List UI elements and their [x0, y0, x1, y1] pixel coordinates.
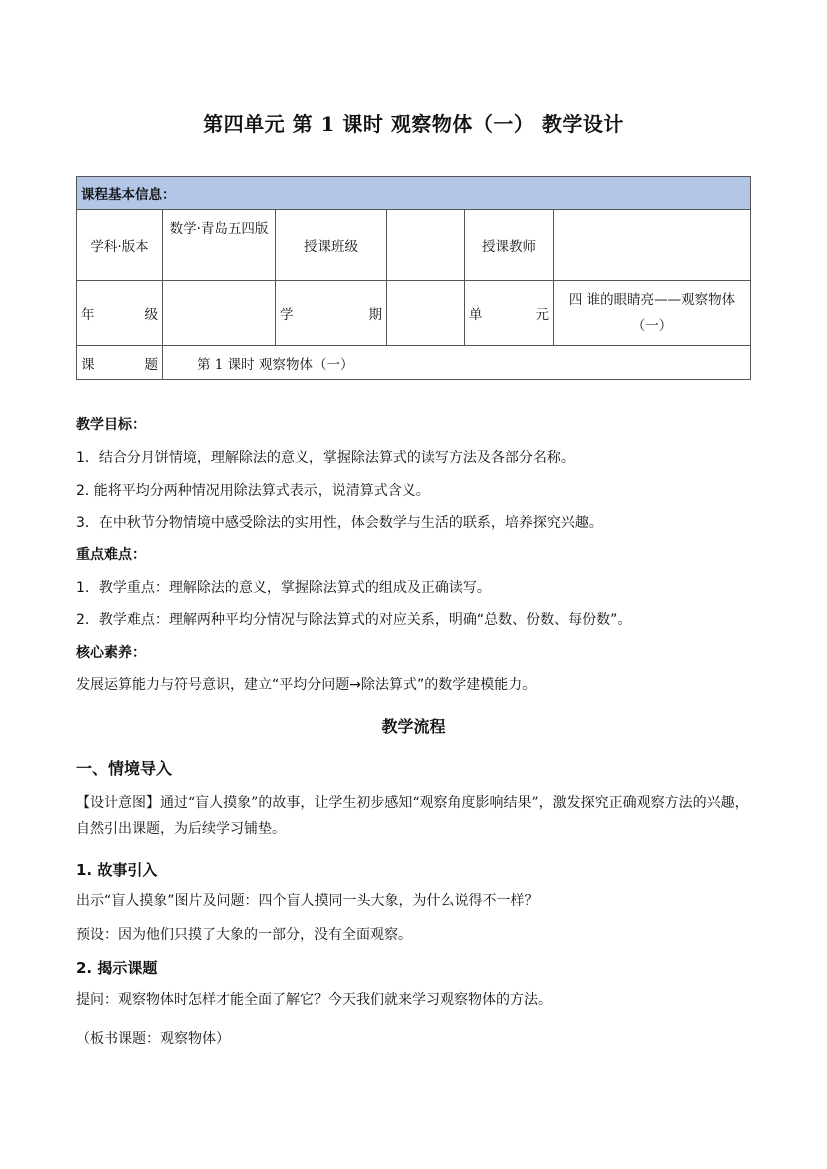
goal-item: 3．在中秋节分物情境中感受除法的实用性，体会数学与生活的联系，培养探究兴趣。: [76, 515, 603, 531]
subsection-heading: 1. 故事引入: [76, 861, 158, 879]
subject-value: 数学·青岛五四版: [163, 210, 276, 281]
paragraph: （板书课题：观察物体）: [76, 1031, 230, 1047]
topic-value: 第 1 课时 观察物体（一）: [163, 346, 751, 380]
table-row: [77, 281, 751, 346]
topic-label: 课 题: [77, 346, 163, 380]
page-title: 第四单元 第 1 课时 观察物体（一） 教学设计: [203, 112, 624, 136]
design-intent: 【设计意图】通过“盲人摸象”的故事，让学生初步感知“观察角度影响结果”，激发探究正确观察方法的兴趣，自然引出课题，为后续学习铺垫。: [76, 795, 749, 837]
keypoint-item: 2．教学难点：理解两种平均分情况与除法算式的对应关系，明确“总数、份数、每份数”。: [76, 612, 632, 628]
keypoint-item: 1．教学重点：理解除法的意义，掌握除法算式的组成及正确读写。: [76, 580, 491, 596]
literacy-text: 发展运算能力与符号意识，建立“平均分问题→除法算式”的数学建模能力。: [76, 677, 537, 693]
unit-value: 四 谁的眼睛亮——观察物体（一）: [554, 281, 751, 346]
paragraph: 出示“盲人摸象”图片及问题：四个盲人摸同一头大象，为什么说得不一样？: [76, 893, 539, 909]
table-row: [77, 210, 751, 281]
class-label: 授课班级: [276, 210, 387, 281]
goals-heading: 教学目标：: [76, 417, 146, 433]
grade-value: [163, 281, 276, 346]
table-header: 课程基本信息：: [77, 177, 751, 210]
subject-label: 学科·版本: [77, 210, 163, 281]
term-value: [387, 281, 465, 346]
class-value: [387, 210, 465, 281]
paragraph: 提问：观察物体时怎样才能全面了解它？今天我们就来学习观察物体的方法。: [76, 992, 552, 1008]
literacy-heading: 核心素养：: [76, 645, 146, 661]
unit-label: 单 元: [465, 281, 554, 346]
term-label: 学 期: [276, 281, 387, 346]
goal-item: 1．结合分月饼情境，理解除法的意义，掌握除法算式的读写方法及各部分名称。: [76, 450, 575, 466]
teacher-value: [554, 210, 751, 281]
course-info-table: [76, 176, 751, 380]
teacher-label: 授课教师: [465, 210, 554, 281]
goal-item: 2. 能将平均分两种情况用除法算式表示，说清算式含义。: [76, 483, 430, 499]
section-heading: 一、情境导入: [76, 759, 173, 778]
paragraph: 预设：因为他们只摸了大象的一部分，没有全面观察。: [76, 927, 412, 943]
table-row: [77, 346, 751, 380]
keypoints-heading: 重点难点：: [76, 547, 146, 563]
subsection-heading: 2. 揭示课题: [76, 959, 158, 977]
grade-label: 年 级: [77, 281, 163, 346]
flow-heading: 教学流程: [381, 717, 446, 736]
